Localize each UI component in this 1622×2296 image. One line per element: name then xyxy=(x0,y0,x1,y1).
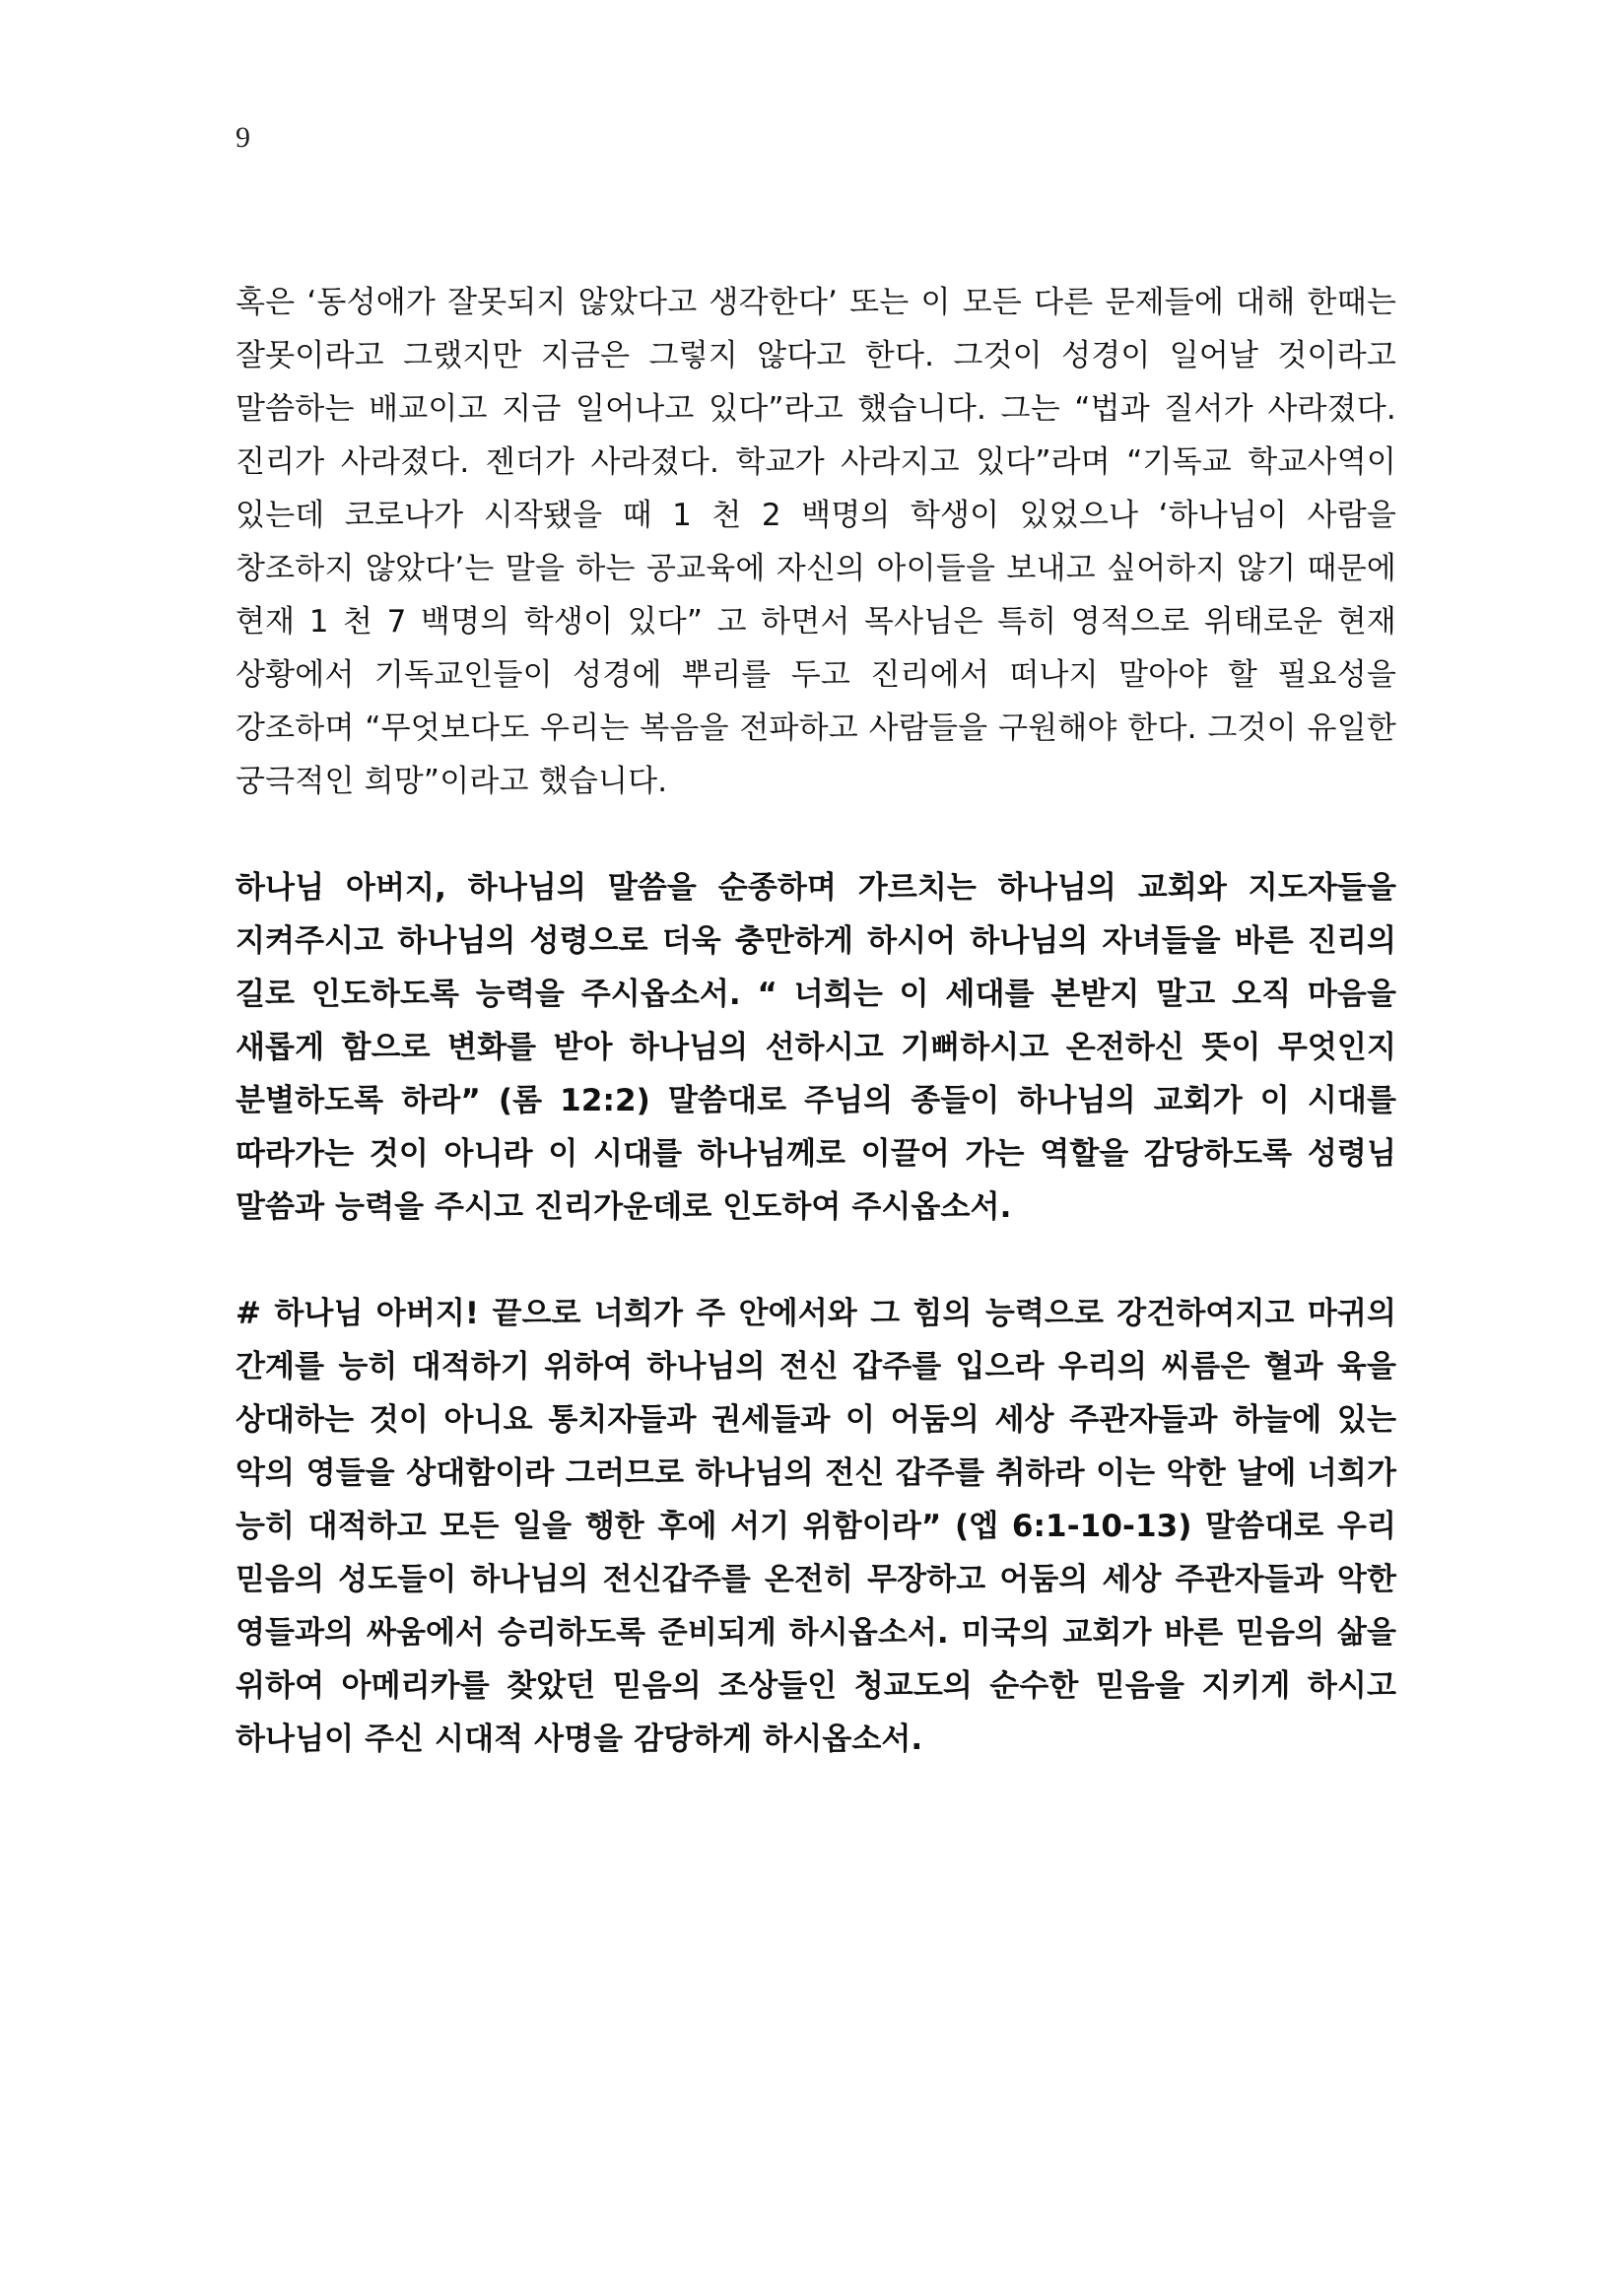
paragraph-prayer-armor-of-god: # 하나님 아버지! 끝으로 너희가 주 안에서와 그 힘의 능력으로 강건하여지고 마귀의 간계를 능히 대적하기 위하여 하나님의 전신 갑주를 입으라 우리의 씨름은 혈과 육을 상대하는 것이 아니요 통치자들과 권세들과 이 어둠의 세상 주관자들과 하늘에 있는 악의 영들을 상대함이라 그러므로 하나님의 전신 갑주를 취하라 이는 악한 날에 너희가 능히 대적하고 모든 일을 행한 후에 서기 위함이라” (엡 6:1-10-13) 말씀대로 우리 믿음의 성도들이 하나님의 전신갑주를 온전히 무장하고 어둠의 세상 주관자들과 악한 영들과의 싸움에서 승리하도록 준비되게 하시옵소서. 미국의 교회가 바른 믿음의 삶을 위하여 아메리카를 찾았던 믿음의 조상들인 청교도의 순수한 믿음을 지키게 하시고 하나님이 주신 시대적 사명을 감당하게 하시옵소서. xyxy=(236,1296,1396,1757)
paragraph-prayer-church-leaders: 하나님 아버지, 하나님의 말씀을 순종하며 가르치는 하나님의 교회와 지도자들을 지켜주시고 하나님의 성령으로 더욱 충만하게 하시어 하나님의 자녀들을 바른 진리의 길로 인도하도록 능력을 주시옵소서. “ 너희는 이 세대를 본받지 말고 오직 마음을 새롭게 함으로 변화를 받아 하나님의 선하시고 기뻐하시고 온전하신 뜻이 무엇인지 분별하도록 하라” (롬 12:2) 말씀대로 주님의 종들이 하나님의 교회가 이 시대를 따라가는 것이 아니라 이 시대를 하나님께로 이끌어 가는 역할을 감당하도록 성령님 말씀과 능력을 주시고 진리가운데로 인도하여 주시옵소서. xyxy=(236,870,1396,1225)
page-number: 9 xyxy=(236,121,250,154)
document-body xyxy=(236,276,1396,1766)
paragraph-news-report: 혹은 ‘동성애가 잘못되지 않았다고 생각한다’ 또는 이 모든 다른 문제들에 대해 한때는 잘못이라고 그랬지만 지금은 그렇지 않다고 한다. 그것이 성경이 일어날 것이라고 말씀하는 배교이고 지금 일어나고 있다”라고 했습니다. 그는 “법과 질서가 사라졌다. 진리가 사라졌다. 젠더가 사라졌다. 학교가 사라지고 있다”라며 “기독교 학교사역이 있는데 코로나가 시작됐을 때 1 천 2 백명의 학생이 있었으나 ‘하나님이 사람을 창조하지 않았다’는 말을 하는 공교육에 자신의 아이들을 보내고 싶어하지 않기 때문에 현재 1 천 7 백명의 학생이 있다” 고 하면서 목사님은 특히 영적으로 위태로운 현재 상황에서 기독교인들이 성경에 뿌리를 두고 진리에서 떠나지 말아야 할 필요성을 강조하며 “무엇보다도 우리는 복음을 전파하고 사람들을 구원해야 한다. 그것이 유일한 궁극적인 희망”이라고 했습니다. xyxy=(236,285,1396,799)
